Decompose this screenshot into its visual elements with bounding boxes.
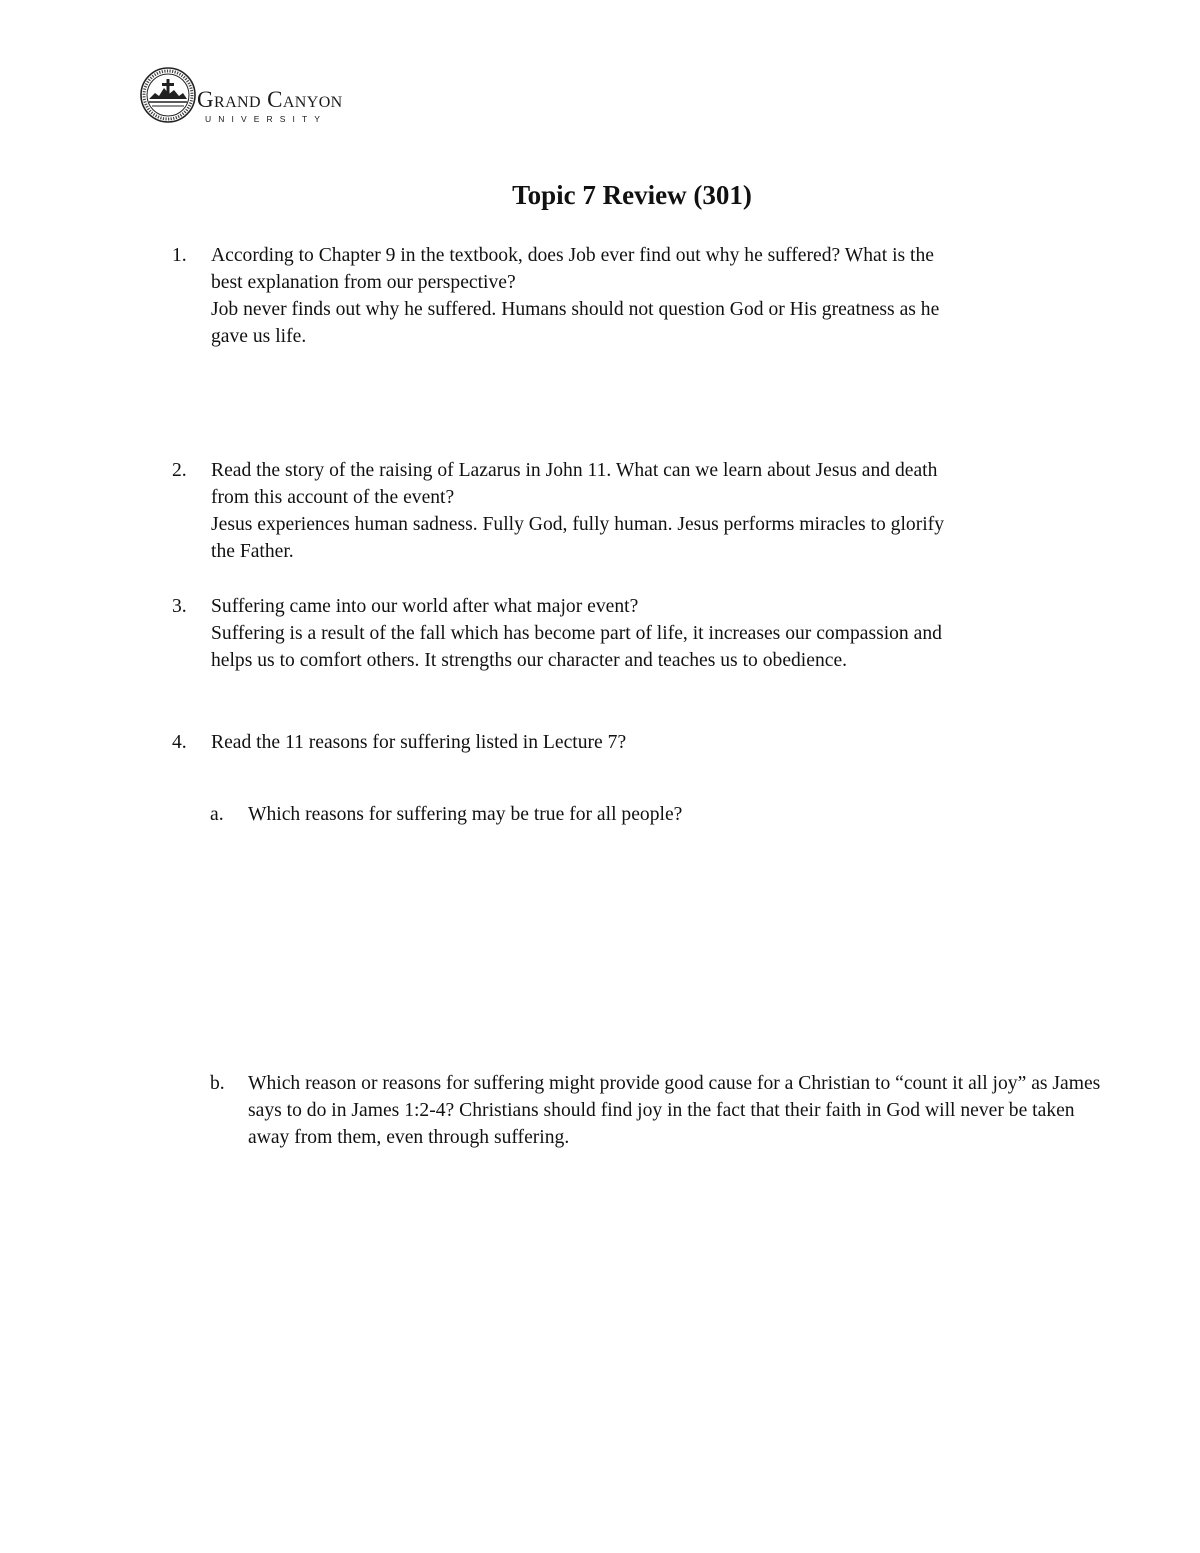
answer-text: Suffering is a result of the fall which has become part of life, it increases our compassion and bbox=[211, 623, 942, 644]
question-text: Read the story of the raising of Lazarus in John 11. What can we learn about Jesus and death bbox=[211, 460, 938, 481]
sub-question-letter: a. bbox=[210, 804, 224, 825]
question-item bbox=[172, 593, 1112, 674]
answer-text: helps us to comfort others. It strengths our character and teaches us to obedience. bbox=[211, 650, 848, 671]
sub-question-item bbox=[210, 1070, 1120, 1151]
university-seal-icon bbox=[139, 66, 197, 124]
question-text: from this account of the event? bbox=[211, 487, 455, 508]
question-text: Read the 11 reasons for suffering listed in Lecture 7? bbox=[211, 732, 627, 753]
answer-text: gave us life. bbox=[211, 326, 307, 347]
answer-text: Job never finds out why he suffered. Humans should not question God or His greatness as he bbox=[211, 299, 940, 320]
answer-text: Jesus experiences human sadness. Fully God, fully human. Jesus performs miracles to glorify bbox=[211, 514, 944, 535]
question-text: According to Chapter 9 in the textbook, does Job ever find out why he suffered? What is the bbox=[211, 245, 934, 266]
question-number: 1. bbox=[172, 245, 187, 266]
question-item bbox=[172, 242, 1112, 350]
question-number: 4. bbox=[172, 732, 187, 753]
question-text: Which reasons for suffering may be true for all people? bbox=[248, 804, 683, 825]
sub-question-item bbox=[210, 801, 1120, 828]
question-number: 3. bbox=[172, 596, 187, 617]
logo-subtitle: UNIVERSITY bbox=[205, 114, 328, 124]
answer-text: the Father. bbox=[211, 541, 294, 562]
answer-text: Christians should find joy in the fact that their faith in God will never be taken away from bbox=[248, 1100, 1075, 1148]
logo-wordmark: Grand Canyon bbox=[197, 87, 343, 112]
question-text: Suffering came into our world after what major event? bbox=[211, 596, 639, 617]
question-item bbox=[172, 729, 1112, 756]
question-text: best explanation from our perspective? bbox=[211, 272, 516, 293]
university-logo bbox=[139, 66, 379, 128]
question-item bbox=[172, 457, 1112, 565]
page-title: Topic 7 Review (301) bbox=[512, 180, 752, 210]
answer-text: them, even through suffering. bbox=[337, 1127, 570, 1148]
question-text: Which reason or reasons for suffering might provide good cause for a Christian to “count it bbox=[248, 1073, 964, 1094]
question-text: all joy” as James says to do in James 1:2-4? bbox=[248, 1073, 1101, 1121]
question-number: 2. bbox=[172, 460, 187, 481]
sub-question-letter: b. bbox=[210, 1073, 225, 1094]
